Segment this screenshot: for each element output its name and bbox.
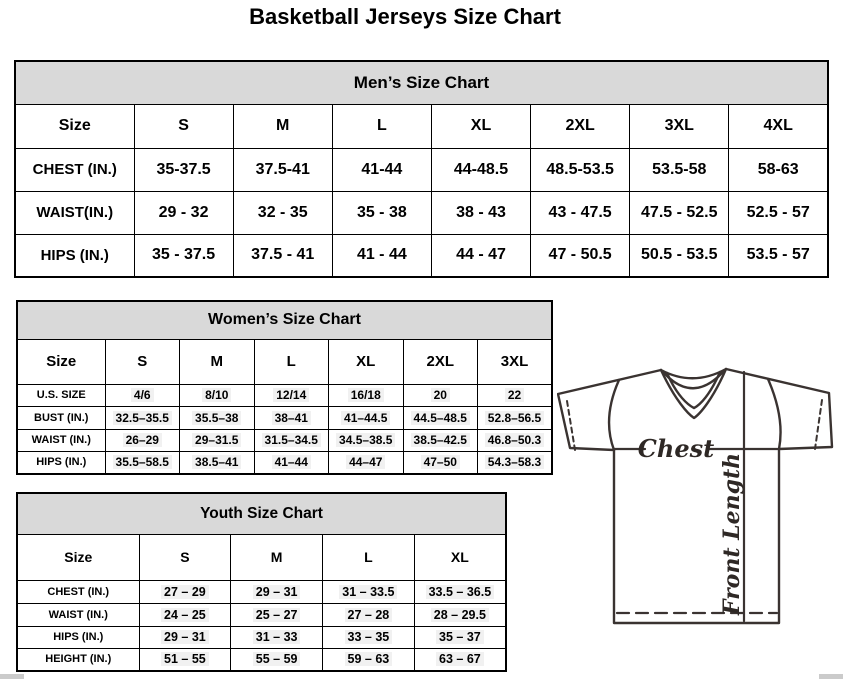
size-value: 44.5–48.5 [411,411,470,425]
youth-col-header-s: S [139,534,231,580]
size-value: 35 – 37 [436,630,484,644]
left-armhole-seam [609,380,619,450]
size-value: 33 – 35 [345,630,393,644]
row-label: HIPS (IN.) [15,234,134,277]
youth-col-header-m: M [231,534,323,580]
size-value: 26–29 [123,433,162,447]
size-cell [323,580,415,603]
size-cell: 38 - 43 [431,191,530,234]
size-cell [105,451,180,474]
size-value: 22 [505,388,524,402]
size-value: 51 – 55 [161,652,209,666]
size-cell [329,451,404,474]
size-cell [478,451,553,474]
size-cell [329,429,404,451]
row-label: WAIST(IN.) [15,191,134,234]
size-cell [180,429,255,451]
womens-chart-title: Women’s Size Chart [17,301,552,339]
womens-header-row [17,339,552,384]
womens-bust-row [17,406,552,429]
size-cell [180,451,255,474]
size-cell: 47 - 50.5 [531,234,630,277]
youth-hips-row [17,626,506,648]
size-cell [180,406,255,429]
size-cell [478,406,553,429]
size-cell: 47.5 - 52.5 [630,191,729,234]
jersey-measurement-diagram [557,360,842,625]
mens-col-header-4xl: 4XL [729,104,828,148]
size-cell [139,626,231,648]
size-cell [231,580,323,603]
womens-col-header-s: S [105,339,180,384]
womens-waist-row [17,429,552,451]
mens-col-header-m: M [233,104,332,148]
size-value: 12/14 [273,388,309,402]
size-cell: 53.5-58 [630,148,729,191]
youth-col-header-xl: XL [414,534,506,580]
right-cuff-dashed-line [815,400,822,449]
size-cell: 50.5 - 53.5 [630,234,729,277]
size-cell [414,603,506,626]
size-cell [180,384,255,406]
size-value: 4/6 [131,388,154,402]
size-value: 52.8–56.5 [485,411,544,425]
scrollbar-fragment-right [819,674,843,679]
size-cell [231,626,323,648]
youth-size-chart-table [16,492,507,672]
size-cell [254,429,329,451]
mens-col-header-xl: XL [431,104,530,148]
size-value: 20 [431,388,450,402]
size-cell: 41 - 44 [332,234,431,277]
size-cell: 32 - 35 [233,191,332,234]
youth-title-row [17,493,506,534]
mens-hips-row [15,234,828,277]
size-value: 29 – 31 [161,630,209,644]
size-cell: 41-44 [332,148,431,191]
womens-hips-row [17,451,552,474]
row-label: WAIST (IN.) [17,603,139,626]
size-value: 38–41 [272,411,311,425]
row-label: HEIGHT (IN.) [17,648,139,671]
row-label: CHEST (IN.) [15,148,134,191]
size-cell [139,580,231,603]
youth-col-header-size: Size [17,534,139,580]
size-cell [414,648,506,671]
size-cell: 52.5 - 57 [729,191,828,234]
size-cell: 35-37.5 [134,148,233,191]
size-cell [105,406,180,429]
size-cell [254,384,329,406]
size-value: 47–50 [421,455,460,469]
size-cell [231,648,323,671]
size-value: 41–44 [272,455,311,469]
size-value: 35.5–38 [192,411,241,425]
womens-col-header-2xl: 2XL [403,339,478,384]
page-title: Basketball Jerseys Size Chart [249,4,561,29]
womens-size-chart-table [16,300,553,475]
mens-header-row [15,104,828,148]
size-value: 63 – 67 [436,652,484,666]
youth-col-header-l: L [323,534,415,580]
size-value: 29 – 31 [253,585,301,599]
mens-col-header-3xl: 3XL [630,104,729,148]
row-label: HIPS (IN.) [17,451,105,474]
size-cell: 53.5 - 57 [729,234,828,277]
size-cell [323,626,415,648]
size-value: 41–44.5 [341,411,390,425]
row-label: U.S. SIZE [17,384,105,406]
size-cell: 35 - 38 [332,191,431,234]
size-cell [139,603,231,626]
size-cell [231,603,323,626]
size-cell: 37.5-41 [233,148,332,191]
size-value: 8/10 [202,388,231,402]
womens-title-row [17,301,552,339]
size-value: 32.5–35.5 [113,411,172,425]
row-label: BUST (IN.) [17,406,105,429]
size-value: 38.5–42.5 [411,433,470,447]
size-cell: 29 - 32 [134,191,233,234]
collar-outer [661,369,726,418]
size-cell: 35 - 37.5 [134,234,233,277]
size-cell: 43 - 47.5 [531,191,630,234]
womens-col-header-xl: XL [329,339,404,384]
womens-col-header-3xl: 3XL [478,339,553,384]
scrollbar-fragment-left [0,674,24,679]
size-value: 27 – 28 [345,608,393,622]
size-cell: 58-63 [729,148,828,191]
womens-ussize-row [17,384,552,406]
size-value: 29–31.5 [192,433,241,447]
size-value: 38.5–41 [192,455,241,469]
size-cell [323,603,415,626]
mens-col-header-size: Size [15,104,134,148]
mens-chart-title: Men’s Size Chart [15,61,828,104]
size-cell [414,580,506,603]
size-cell: 37.5 - 41 [233,234,332,277]
size-value: 54.3–58.3 [485,455,544,469]
mens-col-header-s: S [134,104,233,148]
size-value: 31 – 33 [253,630,301,644]
front-length-label: Front Length [719,452,745,616]
size-cell [139,648,231,671]
right-armhole-seam [768,379,781,449]
size-value: 44–47 [346,455,385,469]
mens-col-header-l: L [332,104,431,148]
row-label: CHEST (IN.) [17,580,139,603]
mens-title-row [15,61,828,104]
size-value: 59 – 63 [345,652,393,666]
size-cell [403,384,478,406]
size-value: 55 – 59 [253,652,301,666]
youth-chart-title: Youth Size Chart [17,493,506,534]
size-value: 35.5–58.5 [113,455,172,469]
size-value: 25 – 27 [253,608,301,622]
size-value: 34.5–38.5 [336,433,395,447]
size-cell [254,406,329,429]
size-cell [478,429,553,451]
womens-col-header-m: M [180,339,255,384]
size-value: 46.8–50.3 [485,433,544,447]
row-label: HIPS (IN.) [17,626,139,648]
size-value: 16/18 [348,388,384,402]
row-label: WAIST (IN.) [17,429,105,451]
womens-col-header-l: L [254,339,329,384]
size-cell [329,406,404,429]
size-cell [403,406,478,429]
size-value: 24 – 25 [161,608,209,622]
womens-col-header-size: Size [17,339,105,384]
youth-chest-row [17,580,506,603]
youth-header-row [17,534,506,580]
mens-chest-row [15,148,828,191]
size-value: 31.5–34.5 [262,433,321,447]
mens-col-header-2xl: 2XL [531,104,630,148]
size-cell [105,429,180,451]
chest-label: Chest [637,434,715,463]
size-cell: 44 - 47 [431,234,530,277]
size-value: 28 – 29.5 [431,608,489,622]
size-cell: 44-48.5 [431,148,530,191]
youth-waist-row [17,603,506,626]
size-cell [478,384,553,406]
size-cell [403,429,478,451]
size-cell [403,451,478,474]
size-cell [329,384,404,406]
size-value: 33.5 – 36.5 [426,585,495,599]
youth-height-row [17,648,506,671]
size-cell: 48.5-53.5 [531,148,630,191]
size-value: 27 – 29 [161,585,209,599]
size-cell [254,451,329,474]
size-cell [323,648,415,671]
size-value: 31 – 33.5 [339,585,397,599]
size-cell [414,626,506,648]
size-cell [105,384,180,406]
mens-waist-row [15,191,828,234]
mens-size-chart-table [14,60,829,278]
